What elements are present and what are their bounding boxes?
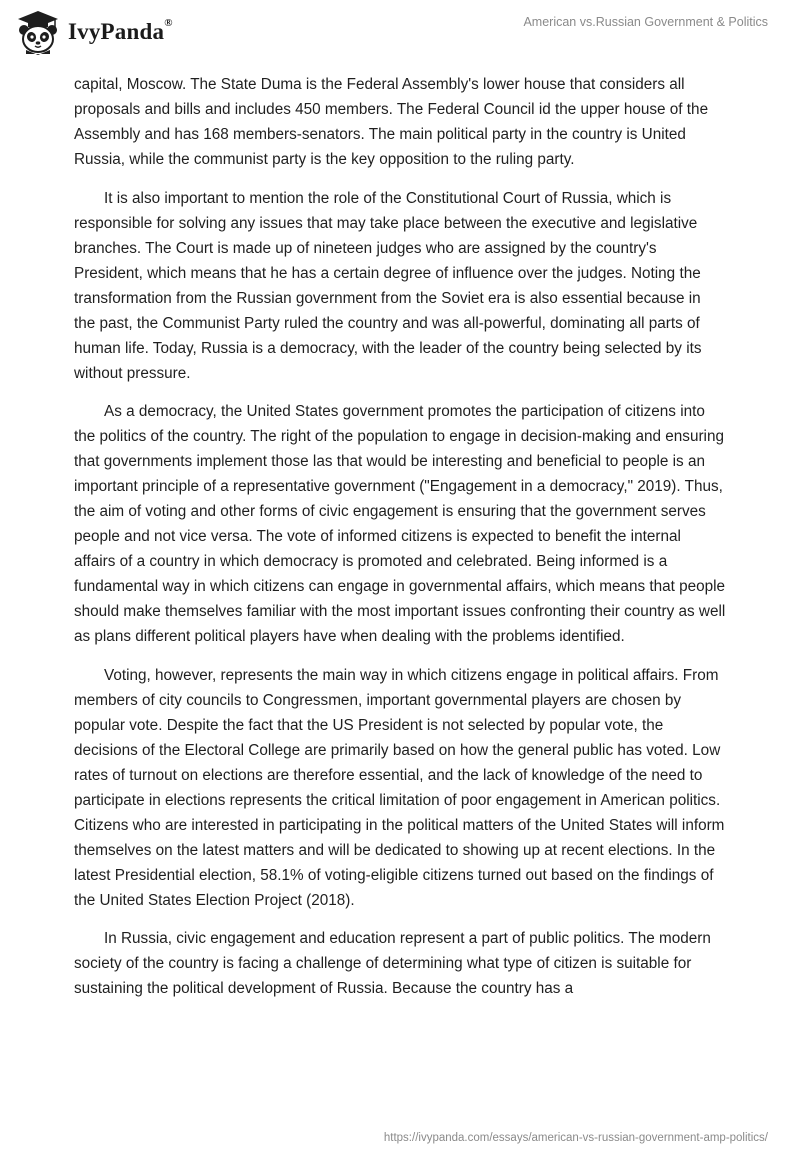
brand-name: IvyPanda® xyxy=(68,17,173,44)
paragraph: As a democracy, the United States government promotes the participation of citizens into the politics of the country. The right of the population to engage in decision-making and ensuring that governments implement those las that would be interesting and beneficial to people is an important principle of a representative government ("Engagement in a democracy," 2019). Thus, the aim of voting and other forms of civic engagement is ensuring that the government serves people and not vice versa. The vote of informed citizens is expected to benefit the internal affairs of a country in which democracy is promoted and celebrated. Being informed is a fundamental way in which citizens can engage in governmental affairs, which means that people should make themselves familiar with the most important issues confronting their country as well as plans different political players have when dealing with the problems identified. xyxy=(74,403,726,645)
panda-graduate-icon xyxy=(14,8,62,56)
document-title: American vs.Russian Government & Politics xyxy=(523,15,768,29)
paragraph: In Russia, civic engagement and education represent a part of public politics. The modern society of the country is facing a challenge of determining what type of citizen is suitable for sustaining the political development of Russia. Because the country has a xyxy=(74,930,711,997)
paragraph: It is also important to mention the role of the Constitutional Court of Russia, which is responsible for solving any issues that may take place between the executive and legislative branches. The Court is made up of nineteen judges who are assigned by the country's President, which means that he has a certain degree of influence over the judges. Noting the transformation from the Russian government from the Soviet era is also essential because in the past, the Communist Party ruled the country and was all-powerful, dominating all parts of human life. Today, Russia is a democracy, with the leader of the country being selected by its without pressure. xyxy=(74,189,702,382)
paragraph: capital, Moscow. The State Duma is the Federal Assembly's lower house that considers all proposals and bills and includes 450 members. The Federal Council id the upper house of the Assembly and has 168 members-senators. The main political party in the country is United Russia, while the communist party is the key opposition to the ruling party. xyxy=(74,76,709,168)
paragraph: Voting, however, represents the main way in which citizens engage in political affairs. From members of city councils to Congressmen, important governmental players are chosen by popular vote. Despite the fact that the US President is not selected by popular vote, the decisions of the Electoral College are primarily based on how the general public has voted. Low rates of turnout on elections are therefore essential, and the lack of knowledge of the need to participate in elections represents the critical limitation of poor engagement in American politics. Citizens who are interested in participating in the political matters of the United States will inform themselves on the latest matters and will be dedicated to showing up at recent elections. In the latest Presidential election, 58.1% of voting-eligible citizens turned out based on the findings of the United States Election Project (2018). xyxy=(74,666,725,909)
essay-body xyxy=(74,72,726,1015)
source-url[interactable]: https://ivypanda.com/essays/american-vs-russian-government-amp-politics/ xyxy=(383,1132,768,1144)
ivypanda-logo[interactable] xyxy=(14,8,173,56)
page-header xyxy=(0,0,800,68)
